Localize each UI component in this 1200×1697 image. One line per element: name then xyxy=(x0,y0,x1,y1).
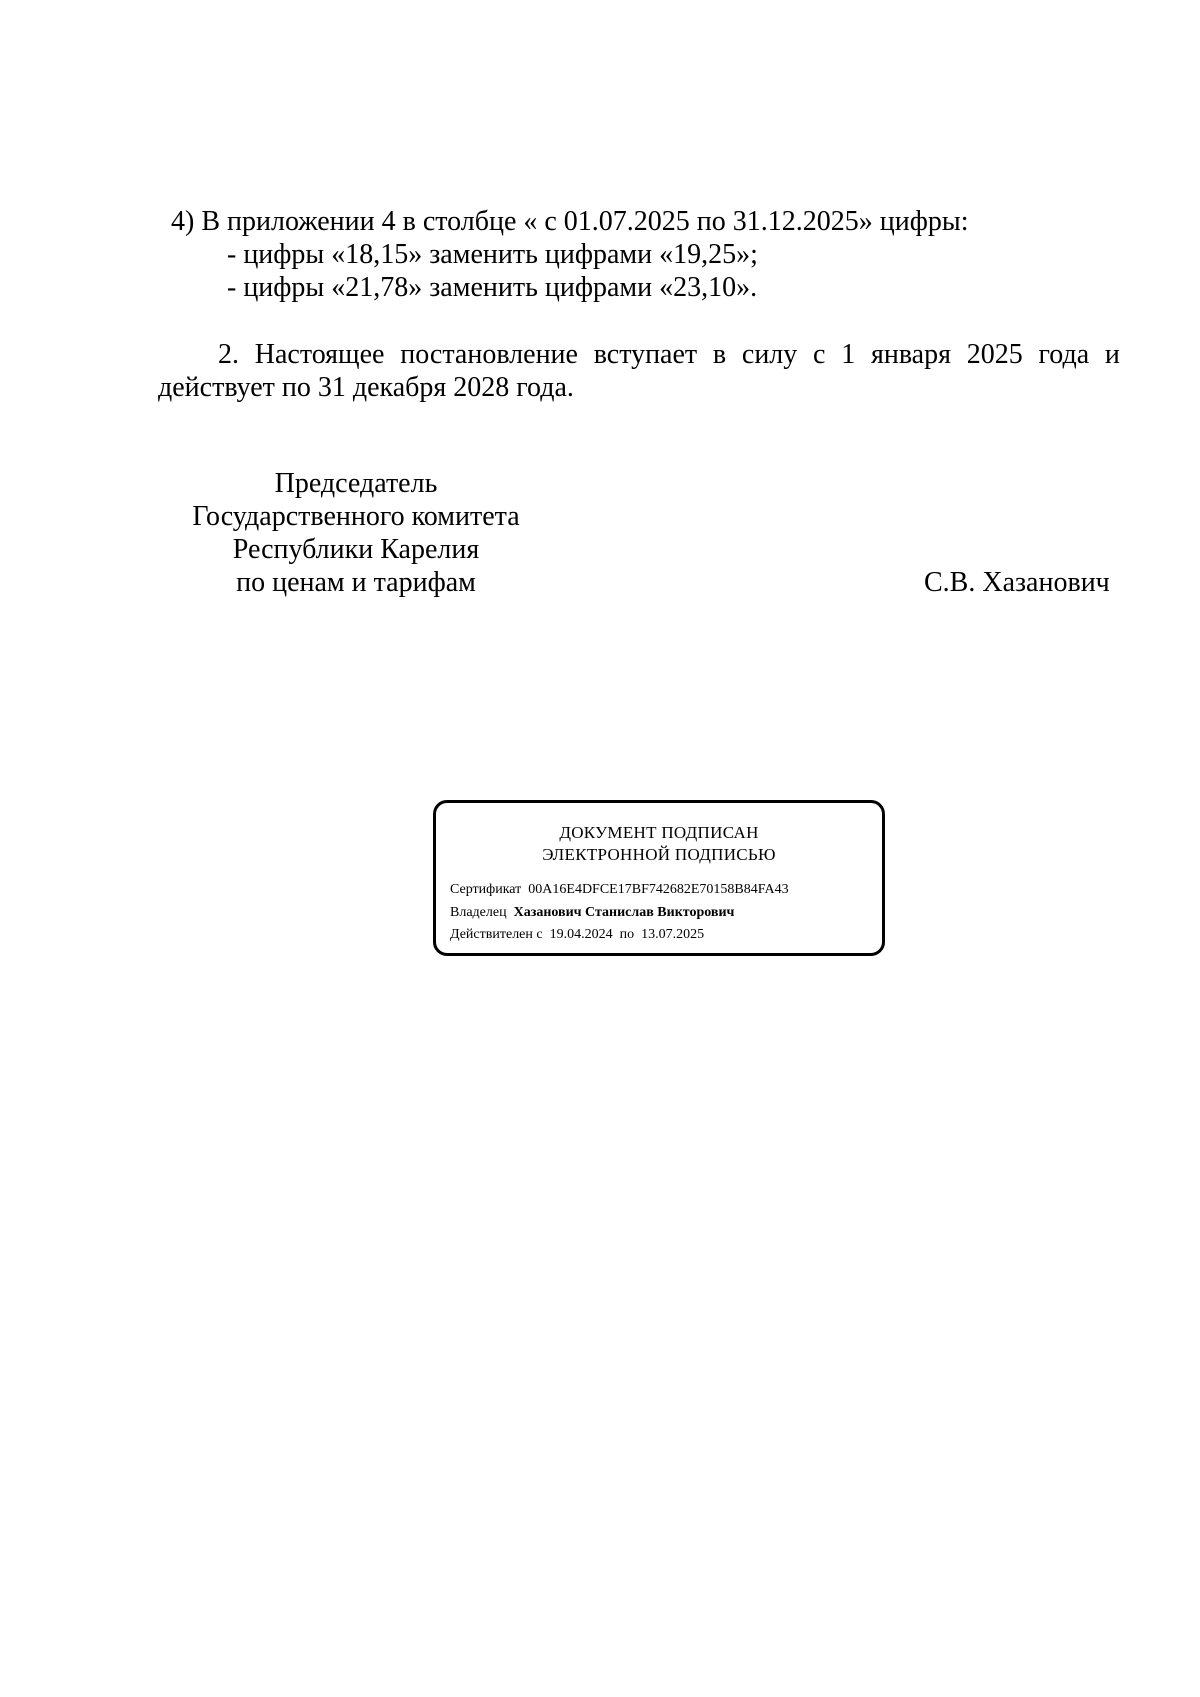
clause-word: Настоящее xyxy=(254,339,385,370)
clause-word: 2025 xyxy=(966,339,1023,370)
clause-word: 1 xyxy=(841,339,856,370)
clause-word: постановление xyxy=(400,339,578,370)
stamp-header-line-2: ЭЛЕКТРОННОЙ ПОДПИСЬЮ xyxy=(542,845,776,864)
signatory-title-line-1: Председатель xyxy=(274,468,438,499)
signatory-title-line-4: по ценам и тарифам xyxy=(236,567,476,598)
signatory-name: С.В. Хазанович xyxy=(924,567,1110,598)
clause-word: и xyxy=(1104,339,1120,370)
certificate-label: Сертификат xyxy=(450,882,522,897)
clause-word: года xyxy=(1038,339,1090,370)
replacement-line-1: - цифры «18,15» заменить цифрами «19,25»; xyxy=(227,239,758,270)
stamp-header-line-1: ДОКУМЕНТ ПОДПИСАН xyxy=(559,823,759,842)
clause-word: января xyxy=(870,339,951,370)
owner-label: Владелец xyxy=(450,905,507,920)
valid-label: Действителен с xyxy=(450,927,543,942)
clause-word: с xyxy=(813,339,826,370)
clause-word: 2. xyxy=(218,339,239,370)
valid-from: 19.04.2024 xyxy=(549,927,613,942)
clause-word: в xyxy=(712,339,727,370)
stamp-owner-row xyxy=(450,904,734,922)
stamp-certificate-row xyxy=(450,881,789,899)
signatory-title-line-2: Государственного комитета xyxy=(192,501,520,532)
signatory-title-line-3: Республики Карелия xyxy=(232,534,480,565)
owner-value: Хазанович Станислав Викторович xyxy=(513,905,735,920)
clause-word: силу xyxy=(741,339,798,370)
valid-to-label: по xyxy=(619,927,635,942)
valid-to: 13.07.2025 xyxy=(641,927,705,942)
certificate-value: 00A16E4DFCE17BF742682E70158B84FA43 xyxy=(528,882,789,897)
stamp-validity-row xyxy=(450,926,704,944)
amendment-item-4: 4) В приложении 4 в столбце « с 01.07.2025 по 31.12.2025» цифры: xyxy=(171,206,969,237)
replacement-line-2: - цифры «21,78» заменить цифрами «23,10». xyxy=(227,272,758,303)
clause-word: вступает xyxy=(593,339,698,370)
clause-2-line-2: действует по 31 декабря 2028 года. xyxy=(158,372,574,403)
electronic-signature-stamp xyxy=(433,800,885,956)
clause-2-line-1 xyxy=(218,339,1120,371)
